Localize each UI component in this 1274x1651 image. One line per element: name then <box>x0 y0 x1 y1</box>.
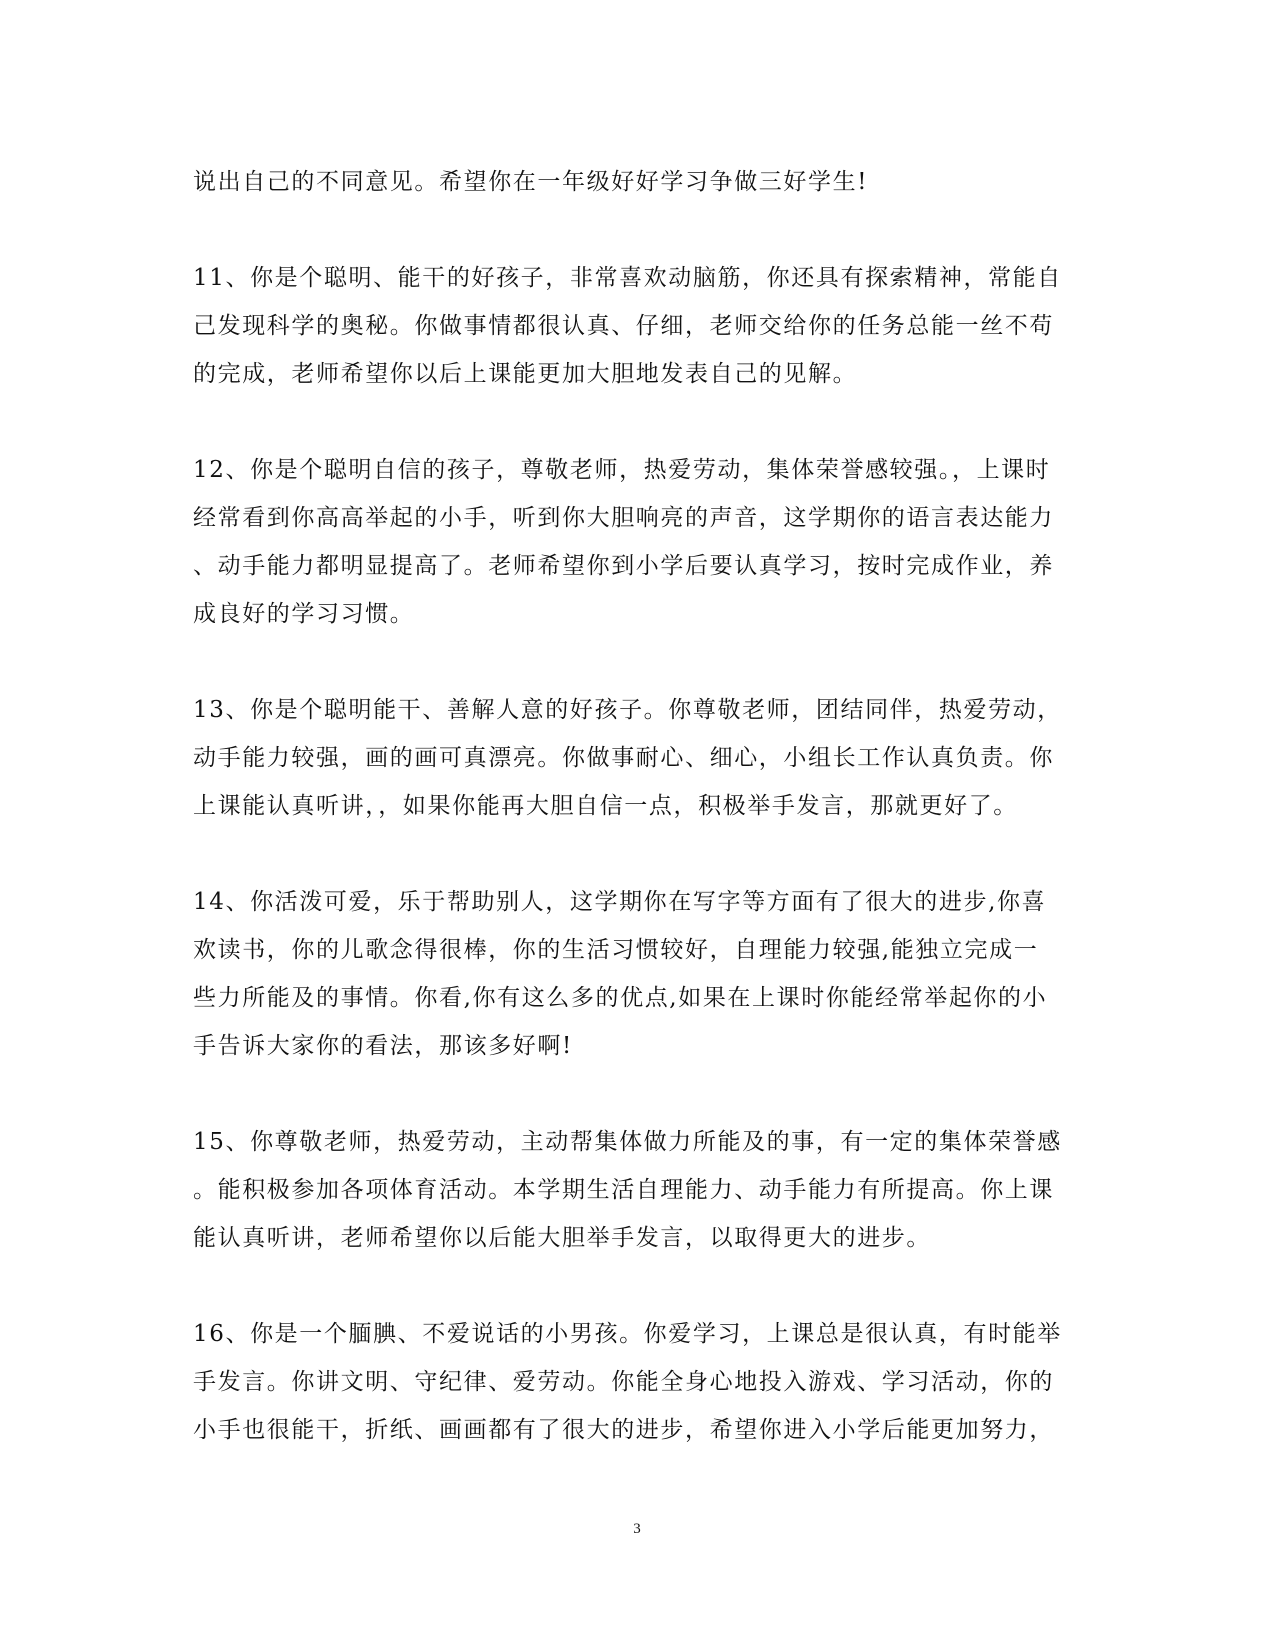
text-line: 12、你是个聪明自信的孩子，尊敬老师，热爱劳动，集体荣誉感较强。，上课时 <box>193 457 1051 483</box>
text-line: 经常看到你高高举起的小手，听到你大胆响亮的声音，这学期你的语言表达能力 <box>193 505 1054 531</box>
text-line: 16、你是一个腼腆、不爱说话的小男孩。你爱学习，上课总是很认真，有时能举 <box>193 1321 1062 1347</box>
text-line: 能认真听讲，老师希望你以后能大胆举手发言，以取得更大的进步。 <box>193 1225 931 1251</box>
paragraph-comment-15 <box>193 1118 1073 1262</box>
text-line: 欢读书，你的儿歌念得很棒，你的生活习惯较好，自理能力较强,能独立完成一 <box>193 937 1039 963</box>
text-line: 说出自己的不同意见。希望你在一年级好好学习争做三好学生! <box>193 169 869 195</box>
text-line: 14、你活泼可爱，乐于帮助别人，这学期你在写字等方面有了很大的进步,你喜 <box>193 889 1047 915</box>
text-line: 13、你是个聪明能干、善解人意的好孩子。你尊敬老师，团结同伴，热爱劳动， <box>193 697 1062 723</box>
paragraph-comment-16 <box>193 1310 1073 1454</box>
paragraph-comment-12 <box>193 446 1073 638</box>
text-line: 手发言。你讲文明、守纪律、爱劳动。你能全身心地投入游戏、学习活动，你的 <box>193 1369 1054 1395</box>
text-line: 。能积极参加各项体育活动。本学期生活自理能力、动手能力有所提高。你上课 <box>193 1177 1054 1203</box>
text-line: 15、你尊敬老师，热爱劳动，主动帮集体做力所能及的事，有一定的集体荣誉感 <box>193 1129 1062 1155</box>
text-line: 动手能力较强，画的画可真漂亮。你做事耐心、细心，小组长工作认真负责。你 <box>193 745 1054 771</box>
paragraph-comment-14 <box>193 878 1073 1070</box>
text-line: 些力所能及的事情。你看,你有这么多的优点,如果在上课时你能经常举起你的小 <box>193 985 1048 1011</box>
text-line: 上课能认真听讲，，如果你能再大胆自信一点，积极举手发言，那就更好了。 <box>193 793 1018 819</box>
text-line: 己发现科学的奥秘。你做事情都很认真、仔细，老师交给你的任务总能一丝不苟 <box>193 313 1054 339</box>
paragraph-comment-11 <box>193 254 1073 398</box>
text-line: 的完成，老师希望你以后上课能更加大胆地发表自己的见解。 <box>193 361 858 387</box>
text-line: 成良好的学习习惯。 <box>193 601 415 627</box>
text-line: 小手也很能干，折纸、画画都有了很大的进步，希望你进入小学后能更加努力， <box>193 1417 1054 1443</box>
text-line: 11、你是个聪明、能干的好孩子，非常喜欢动脑筋，你还具有探索精神，常能自 <box>193 265 1062 291</box>
paragraph-continuation <box>193 158 1073 206</box>
page-number: 3 <box>633 1521 641 1537</box>
paragraph-comment-13 <box>193 686 1073 830</box>
text-line: 、动手能力都明显提高了。老师希望你到小学后要认真学习，按时完成作业，养 <box>193 553 1054 579</box>
document-body <box>193 158 1073 1502</box>
text-line: 手告诉大家你的看法，那该多好啊! <box>193 1033 573 1059</box>
